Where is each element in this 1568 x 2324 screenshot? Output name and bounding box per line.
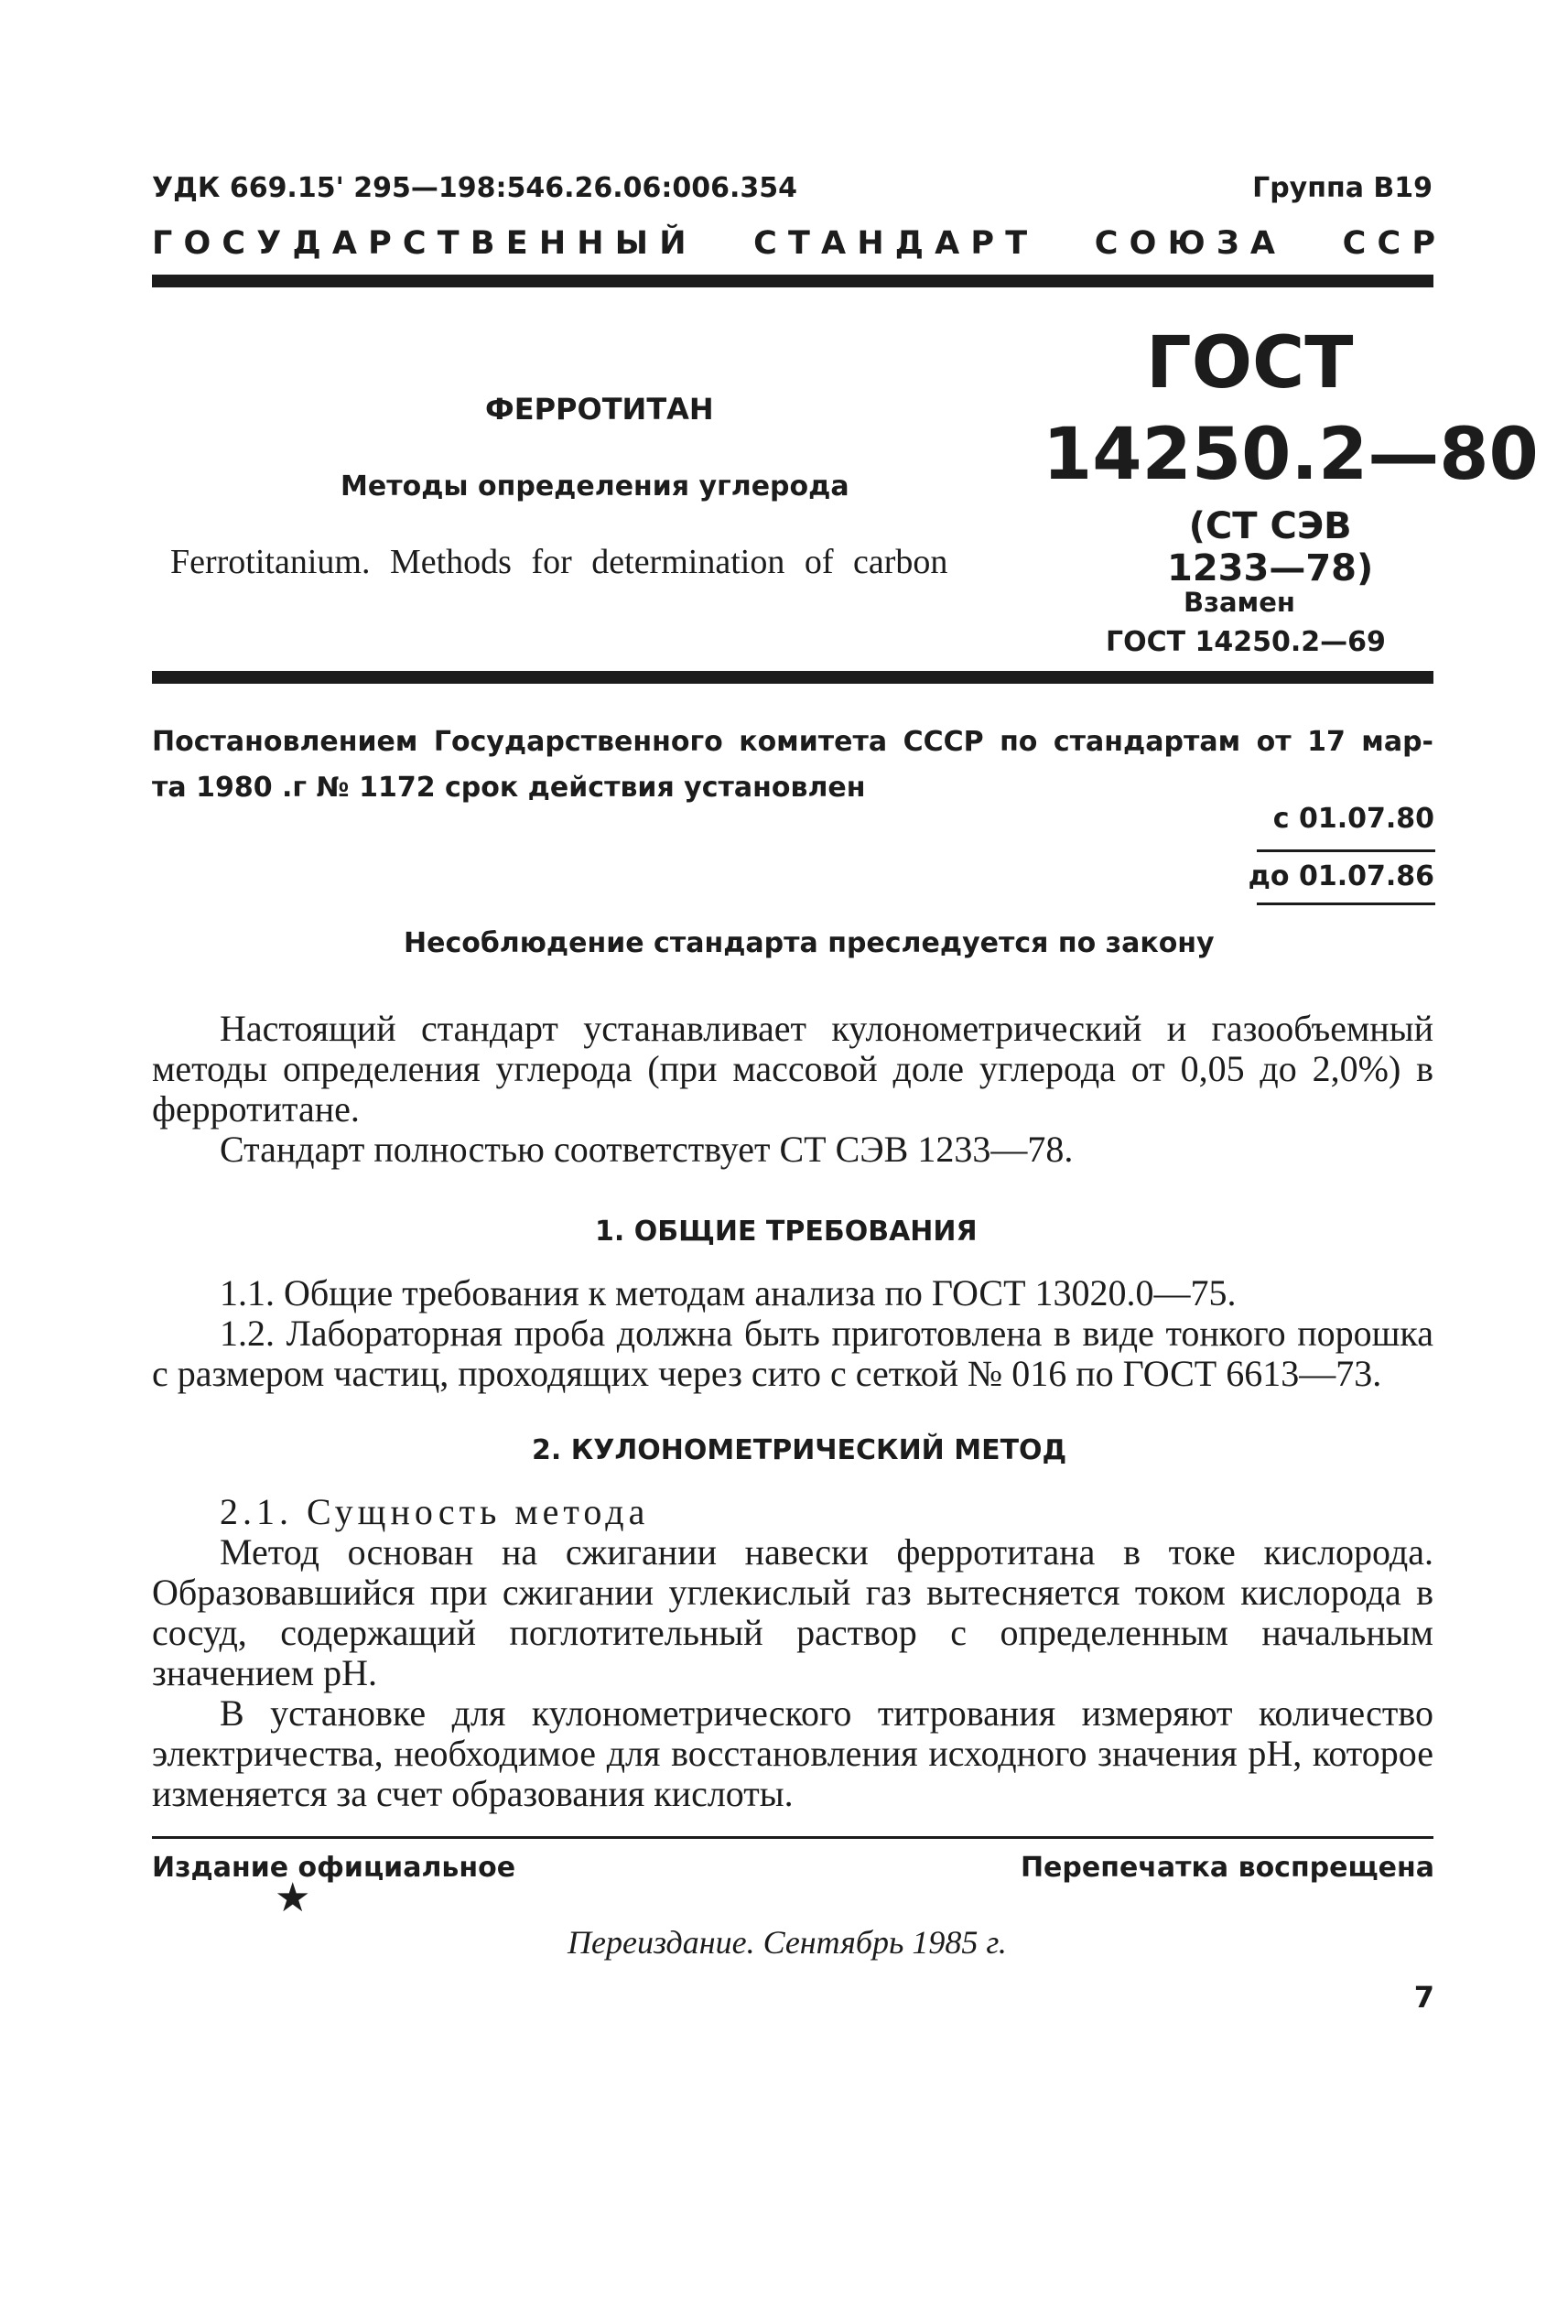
group-code: Группа B19 — [1252, 172, 1433, 204]
non-compliance-notice: Несоблюдение стандарта преследуется по закону — [404, 927, 1215, 959]
section-heading: 2. КУЛОНОМЕТРИЧЕСКИЙ МЕТОД — [532, 1434, 1067, 1466]
document-title-en: Ferrotitanium. Methods for determination of carbon — [170, 543, 948, 581]
udk-code: УДК 669.15' 295—198:546.26.06:006.354 — [152, 172, 797, 204]
footer-divider — [152, 1836, 1433, 1839]
st-sev-line: (СТ СЭВ — [1188, 505, 1352, 547]
star-icon: ★ — [275, 1875, 311, 1920]
state-standard-banner — [152, 225, 1435, 262]
page-number: 7 — [1413, 1980, 1434, 2015]
date-rule — [1257, 903, 1435, 905]
subsection-heading: 2.1. Сущность метода — [220, 1491, 650, 1532]
reissue-note: Переиздание. Сентябрь 1985 г. — [568, 1924, 1007, 1961]
reprint-ban-note: Перепечатка воспрещена — [1020, 1852, 1434, 1884]
decree-word: стандартам — [1053, 726, 1241, 758]
decree-word: по — [1000, 726, 1038, 758]
intro-section — [152, 1009, 1433, 1170]
paragraph: Метод основан на сжигании навески ферротитана в токе кислорода. Образовавшийся при сжигании углекислый газ вытесняется током кислорода в сосуд, содержащий поглотительный раствор с определенным начальным значением рН. — [152, 1531, 1433, 1693]
banner-word: С С Р — [1342, 225, 1435, 262]
document-title-ru: ФЕРРОТИТАН — [485, 392, 714, 427]
paragraph: Стандарт полностью соответствует СТ СЭВ 1233—78. — [220, 1129, 1074, 1170]
gost-label: ГОСТ — [1146, 322, 1354, 405]
paragraph: Настоящий стандарт устанавливает кулонометрический и газообъемный методы определения углерода (при массовой доле углерода от 0,05 до 2,0%) в ферротитане. — [152, 1008, 1433, 1130]
banner-word: С О Ю З А — [1094, 225, 1275, 262]
paragraph: 1.2. Лабораторная проба должна быть приготовлена в виде тонкого порошка с размером частиц, проходящих через сито с сеткой № 016 по ГОСТ 6613—73. — [152, 1313, 1433, 1394]
decree-line: та 1980 .г № 1172 срок действия установлен — [152, 772, 866, 804]
banner-word: Г О С У Д А Р С Т В Е Н Н Ы Й — [152, 225, 687, 262]
paragraph: 1.1. Общие требования к методам анализа по ГОСТ 13020.0—75. — [220, 1272, 1237, 1313]
decree-word: мар- — [1361, 726, 1433, 758]
decree-word: комитета — [739, 726, 888, 758]
date-rule — [1257, 849, 1435, 852]
edition-note: Издание официальное — [152, 1852, 516, 1884]
gost-number: 14250.2—80 — [1043, 414, 1539, 496]
decree-line — [152, 719, 1433, 765]
decree-text — [152, 719, 1433, 811]
decree-word: Постановлением — [152, 726, 418, 758]
decree-word: Государственного — [433, 726, 723, 758]
banner-word: С Т А Н Д А Р Т — [753, 225, 1028, 262]
section-heading: 1. ОБЩИЕ ТРЕБОВАНИЯ — [595, 1216, 978, 1248]
document-subtitle-ru: Методы определения углерода — [341, 470, 849, 503]
replaces-label: Взамен — [1184, 587, 1295, 618]
title-divider — [152, 671, 1433, 684]
st-sev-reference — [1167, 505, 1373, 589]
effective-date-from: с 01.07.80 — [1272, 803, 1434, 835]
decree-word: 17 — [1307, 726, 1346, 758]
effective-date-to: до 01.07.86 — [1248, 860, 1434, 892]
decree-word: от — [1256, 726, 1292, 758]
paragraph: В установке для кулонометрического титрования измеряют количество электричества, необходимое для восстановления исходного значения рН, которое изменяется за счет образования кислоты. — [152, 1692, 1433, 1814]
decree-word: СССР — [903, 726, 984, 758]
section-1-body — [152, 1273, 1433, 1394]
st-sev-line: 1233—78) — [1167, 547, 1374, 589]
replaced-gost: ГОСТ 14250.2—69 — [1106, 626, 1386, 658]
section-2-body — [152, 1492, 1433, 1814]
top-divider — [152, 275, 1433, 287]
